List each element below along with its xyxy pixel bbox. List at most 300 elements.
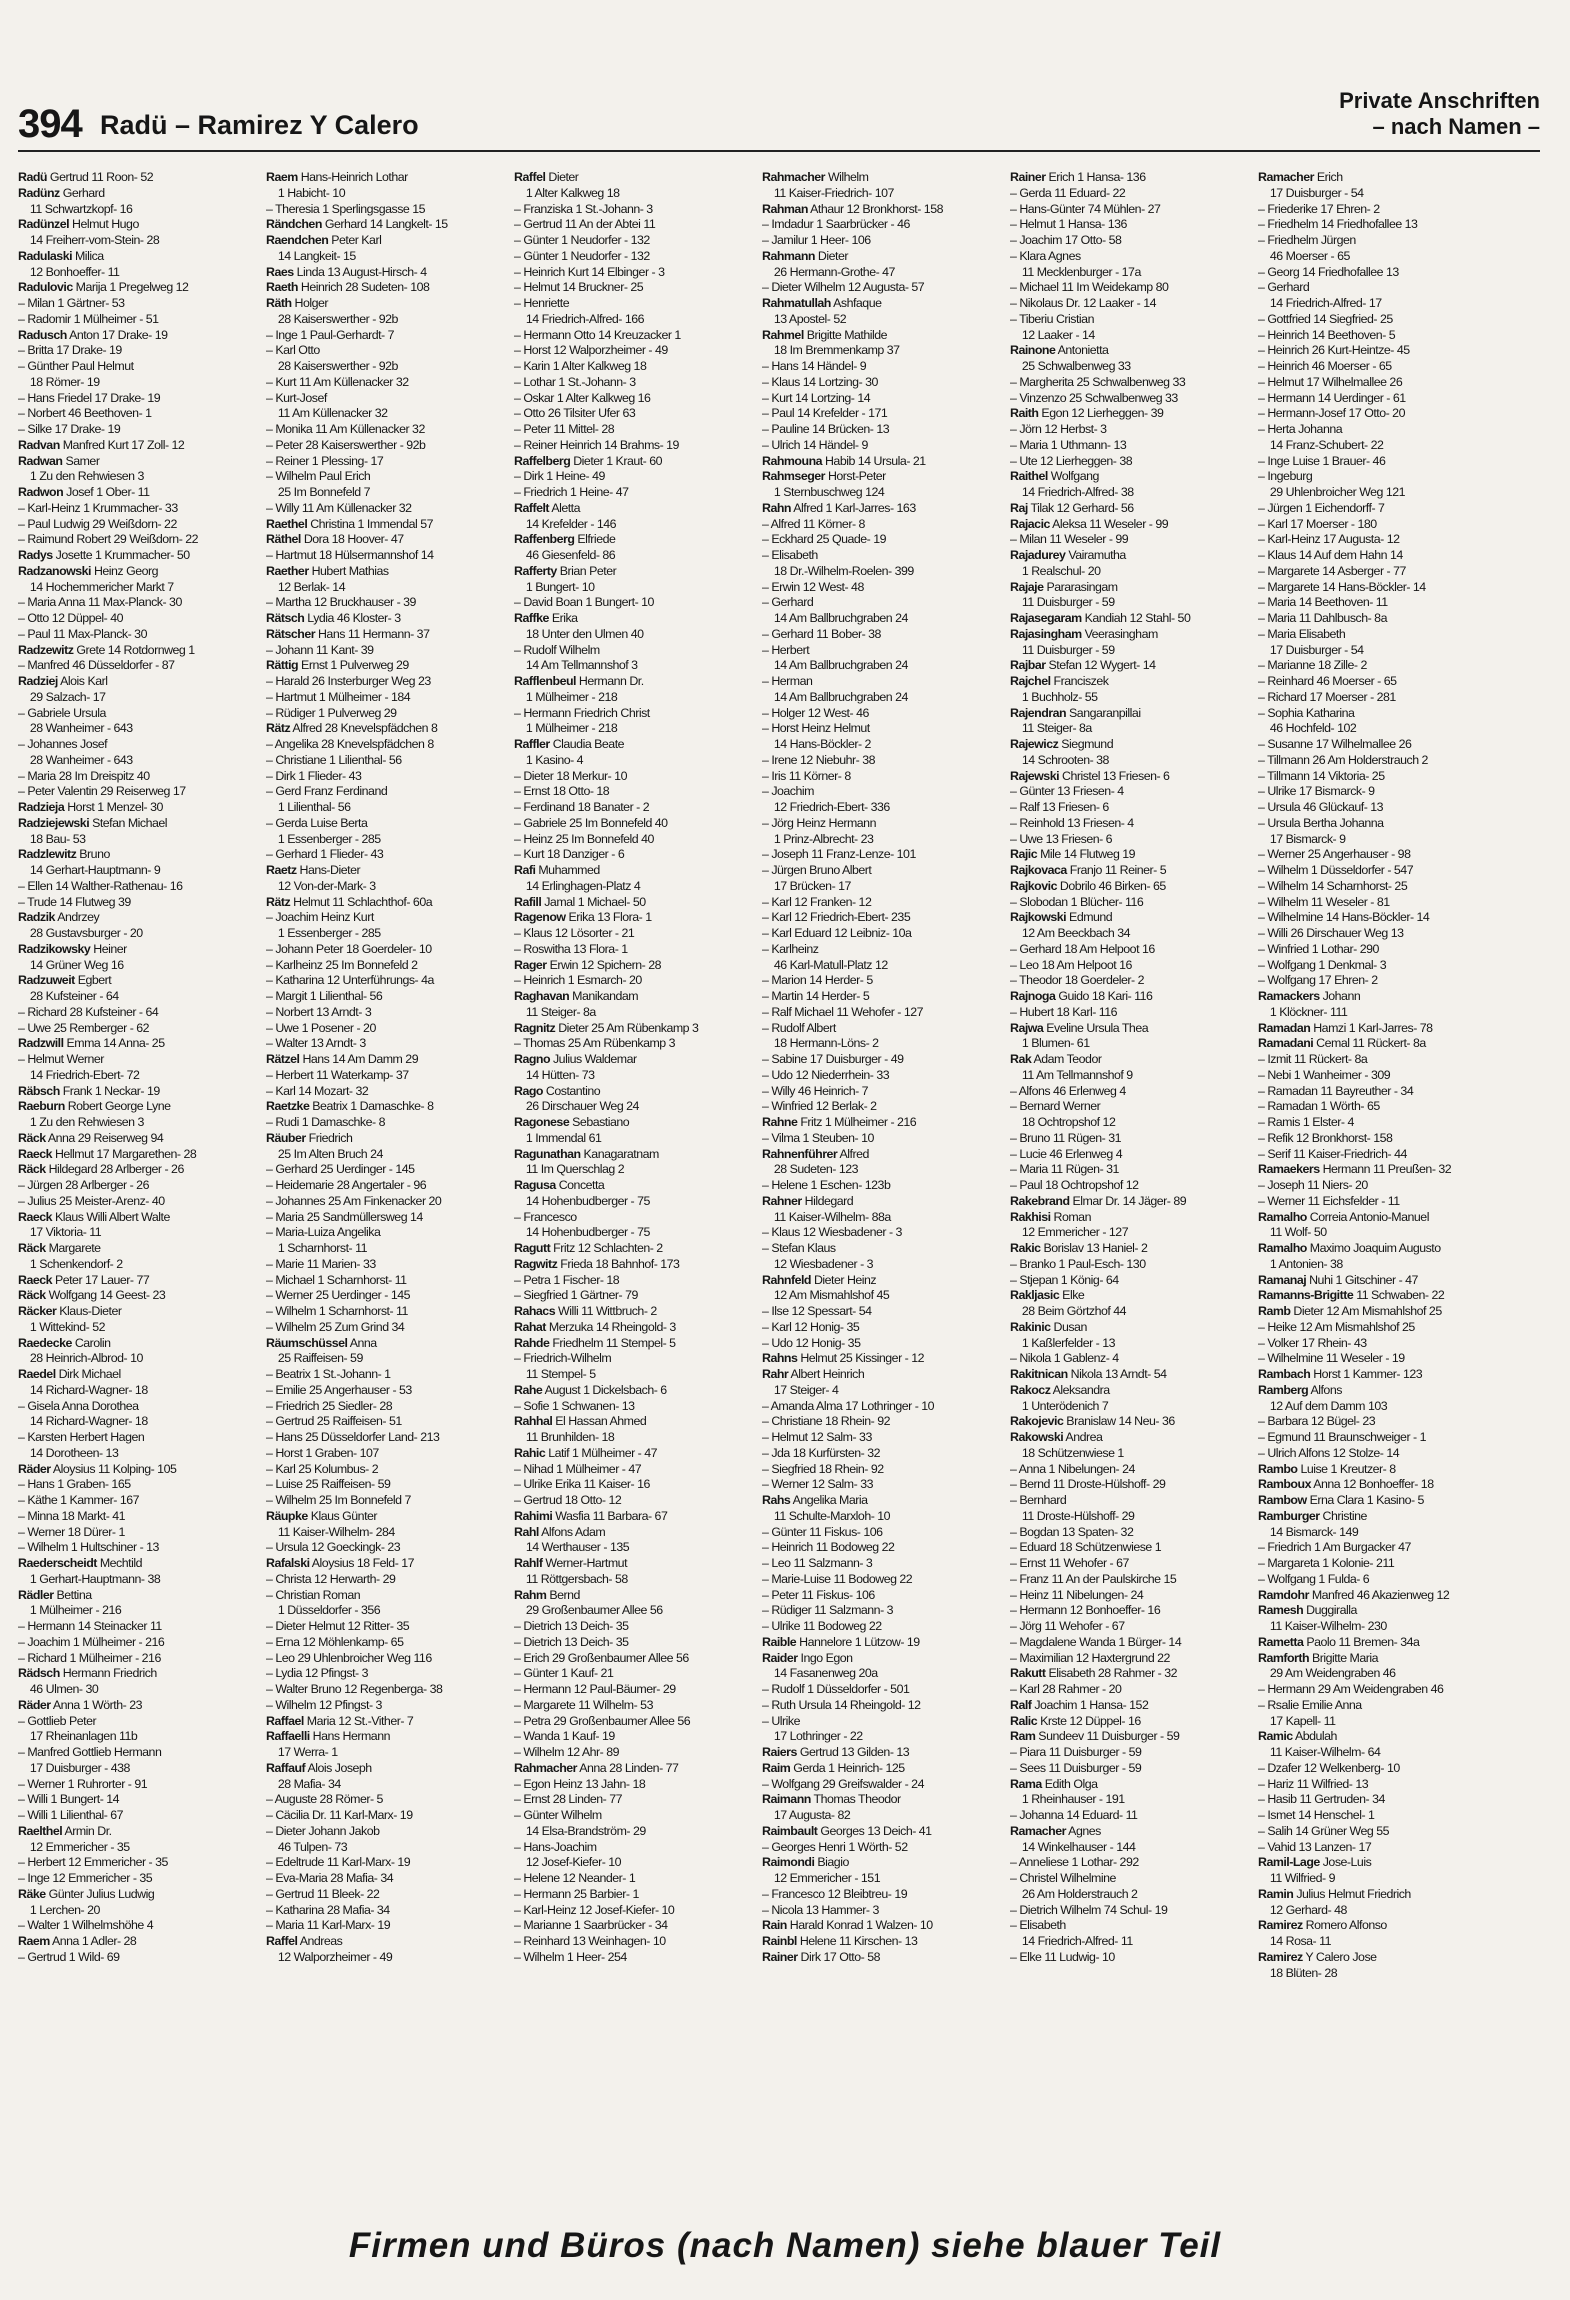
directory-entry: Räumschüssel Anna (266, 1335, 377, 1350)
directory-entry: – Jamilur 1 Heer- 106 (762, 233, 871, 247)
directory-entry: Raeth Heinrich 28 Sudeten- 108 (266, 280, 430, 295)
directory-entry: – Rudolf Albert (762, 1020, 836, 1035)
directory-entry: – Wolfgang 17 Ehren- 2 (1258, 973, 1378, 988)
directory-entry: – Stefan Klaus (762, 1241, 836, 1255)
directory-entry: Radzikowsky Heiner (18, 941, 127, 956)
directory-entry: – Ulrich 14 Händel- 9 (762, 437, 868, 452)
directory-entry: – Manfred 46 Düsseldorfer - 87 (18, 658, 175, 673)
directory-entry: Raffenberg Elfriede (514, 532, 616, 547)
directory-entry: Rahr Albert Heinrich (762, 1367, 865, 1381)
directory-entry: 1 Schenkendorf- 2 (18, 1256, 123, 1271)
directory-entry: – Ellen 14 Walther-Rathenau- 16 (18, 878, 183, 893)
directory-entry: – Johannes Josef (18, 737, 108, 751)
directory-entry: – Maria 11 Dahlbusch- 8a (1258, 611, 1387, 625)
directory-entry: Rahimi Wasfia 11 Barbara- 67 (514, 1508, 668, 1523)
directory-entry: Rajic Mile 14 Flutweg 19 (1010, 847, 1136, 862)
directory-entry: – Nebi 1 Wanheimer - 309 (1258, 1067, 1391, 1082)
directory-entry: – Hans 1 Graben- 165 (18, 1477, 131, 1492)
directory-entry: – Johanna 14 Eduard- 11 (1010, 1808, 1138, 1822)
directory-entry: – Paul Ludwig 29 Weißdorn- 22 (18, 516, 177, 531)
directory-entry: – Michael 1 Scharnhorst- 11 (266, 1272, 407, 1287)
directory-entry: 1 Immendal 61 (514, 1130, 602, 1145)
directory-entry: 14 Friedrich-Alfred- 17 (1258, 296, 1382, 310)
directory-entry: Rahmseger Horst-Peter (762, 469, 886, 484)
directory-entry: – Salih 14 Grüner Weg 55 (1258, 1823, 1390, 1838)
directory-entry: – Gertrud 11 An der Abtei 11 (514, 217, 656, 232)
directory-entry: – Raimund Robert 29 Weißdorn- 22 (18, 532, 199, 547)
directory-entry: 11 Kaiser-Wilhelm- 88a (762, 1209, 891, 1224)
directory-entry: – Sees 11 Duisburger - 59 (1010, 1760, 1142, 1775)
directory-entry: – Richard 17 Moerser - 281 (1258, 689, 1396, 704)
directory-entry: Ramadan Hamzi 1 Karl-Jarres- 78 (1258, 1020, 1433, 1035)
directory-entry: – Pauline 14 Brücken- 13 (762, 422, 890, 436)
directory-entry: – Wilhelm 12 Pfingst- 3 (266, 1697, 382, 1712)
section-title (1339, 88, 1540, 140)
directory-entry: – Ernst 28 Linden- 77 (514, 1792, 622, 1807)
directory-entry: 14 Schrooten- 38 (1010, 752, 1109, 767)
directory-entry: – Gerhard (1258, 280, 1310, 295)
directory-entry: Radulaski Milica (18, 248, 104, 263)
directory-entry: Rajewicz Siegmund (1010, 737, 1114, 751)
directory-entry: Ramirez Romero Alfonso (1258, 1918, 1387, 1933)
directory-entry: Radvan Manfred Kurt 17 Zoll- 12 (18, 437, 185, 452)
directory-entry: – Wolfgang 1 Denkmal- 3 (1258, 957, 1387, 972)
directory-entry: – Britta 17 Drake- 19 (18, 343, 122, 358)
directory-entry: – Walter 13 Arndt- 3 (266, 1036, 366, 1051)
directory-entry: Ramburger Christine (1258, 1508, 1367, 1523)
directory-entry: 14 Langkeit- 15 (266, 248, 356, 263)
directory-entry: 46 Tulpen- 73 (266, 1839, 348, 1854)
directory-entry: – Katharina 12 Unterführungs- 4a (266, 973, 434, 988)
directory-entry: Radzanowski Heinz Georg (18, 563, 159, 578)
directory-entry: – Maria 28 Im Dreispitz 40 (18, 768, 150, 783)
directory-entry: – Radomir 1 Mülheimer - 51 (18, 311, 159, 326)
directory-entry: 12 Berlak- 14 (266, 579, 346, 594)
directory-entry: Rambow Erna Clara 1 Kasino- 5 (1258, 1493, 1424, 1507)
directory-entry: 14 Am Tellmannshof 3 (514, 658, 638, 673)
directory-entry: Ramforth Brigitte Maria (1258, 1650, 1379, 1665)
directory-entry: – Branko 1 Paul-Esch- 130 (1010, 1256, 1146, 1271)
directory-entry: 12 Von-der-Mark- 3 (266, 878, 376, 893)
directory-entry: 12 Emmericher - 127 (1010, 1225, 1129, 1240)
directory-entry: – Kurt 14 Lortzing- 14 (762, 390, 871, 405)
directory-entry: Rama Edith Olga (1010, 1776, 1098, 1791)
directory-entry: – Barbara 12 Bügel- 23 (1258, 1414, 1376, 1429)
directory-entry: Rago Costantino (514, 1083, 601, 1098)
directory-entry: 18 Blüten- 28 (1258, 1965, 1338, 1980)
directory-entry: 12 Auf dem Damm 103 (1258, 1398, 1388, 1413)
directory-entry: Rahne Fritz 1 Mülheimer - 216 (762, 1115, 917, 1129)
directory-entry: – Maximilian 12 Haxtergrund 22 (1010, 1650, 1170, 1665)
directory-entry: 28 Heinrich-Albrod- 10 (18, 1351, 143, 1366)
directory-entry: 12 Walporzheimer - 49 (266, 1949, 393, 1964)
directory-entry: – Walter 1 Wilhelmshöhe 4 (18, 1918, 154, 1933)
directory-entry: – Gottfried 14 Siegfried- 25 (1258, 311, 1393, 326)
directory-entry: 1 Buchholz- 55 (1010, 689, 1098, 704)
directory-entry: 1 Wittekind- 52 (18, 1319, 106, 1334)
directory-entry: Rajacic Aleksa 11 Weseler - 99 (1010, 516, 1169, 531)
directory-entry: – Marianne 1 Saarbrücker - 34 (514, 1918, 668, 1933)
directory-entry: Ragno Julius Waldemar (514, 1052, 637, 1066)
directory-entry: – Gerhard 11 Bober- 38 (762, 626, 881, 641)
directory-entry: – Rudolf Wilhelm (514, 642, 600, 657)
directory-entry: 18 Im Bremmenkamp 37 (762, 343, 900, 358)
directory-entry: – Friedrich 1 Heine- 47 (514, 485, 629, 499)
directory-entry: Ralf Joachim 1 Hansa- 152 (1010, 1697, 1149, 1712)
directory-entry: Radzlewitz Bruno (18, 847, 110, 862)
directory-entry: – Ilse 12 Spessart- 54 (762, 1304, 872, 1318)
directory-entry: – Wolfgang 1 Fulda- 6 (1258, 1571, 1370, 1586)
directory-entry: – Francesco 12 Bleibtreu- 19 (762, 1886, 908, 1901)
directory-entry: – Emilie 25 Angerhauser - 53 (266, 1382, 412, 1397)
directory-entry: – Ismet 14 Henschel- 1 (1258, 1808, 1375, 1822)
directory-entry: Radzewitz Grete 14 Rotdornweg 1 (18, 642, 195, 657)
directory-entry: Raethel Christina 1 Immendal 57 (266, 516, 434, 531)
directory-entry: – Werner 11 Eichsfelder - 11 (1258, 1193, 1400, 1208)
directory-entry: 12 Am Beeckbach 34 (1010, 926, 1130, 940)
directory-entry: – Leo 18 Am Helpoot 16 (1010, 957, 1132, 972)
directory-entry: 1 Zu den Rehwiesen 3 (18, 469, 144, 484)
directory-entry: 11 Kaiser-Wilhelm- 230 (1258, 1619, 1387, 1633)
directory-entry: – Alfred 11 Körner- 8 (762, 516, 865, 531)
directory-entry: – Vilma 1 Steuben- 10 (762, 1130, 874, 1145)
directory-entry: 12 Laaker - 14 (1010, 327, 1095, 342)
directory-entry: 14 Am Ballbruchgraben 24 (762, 611, 908, 625)
column-1 (18, 170, 259, 2205)
directory-entry: – Heinz 11 Nibelungen- 24 (1010, 1587, 1144, 1602)
directory-entry: 11 Stempel- 5 (514, 1367, 596, 1381)
directory-entry: – Gertrud 25 Raiffeisen- 51 (266, 1414, 402, 1429)
section-title-line2: – nach Namen – (1372, 114, 1540, 139)
header-rule (18, 150, 1540, 152)
directory-entry: – Margareta 1 Kolonie- 211 (1258, 1556, 1395, 1570)
directory-entry: 1 Mülheimer - 216 (18, 1603, 122, 1618)
directory-entry: 14 Elsa-Brandström- 29 (514, 1823, 646, 1838)
directory-entry: – Karl 17 Moerser - 180 (1258, 516, 1377, 531)
directory-entry: Räck Hildegard 28 Arlberger - 26 (18, 1162, 184, 1177)
directory-entry: Raederscheidt Mechtild (18, 1556, 142, 1570)
column-2 (266, 170, 507, 2205)
directory-entry: Rahner Hildegard (762, 1193, 854, 1208)
directory-entry: – Wilhelm 25 Im Bonnefeld 7 (266, 1493, 411, 1507)
directory-entry: – Nikola 1 Gablenz- 4 (1010, 1351, 1119, 1366)
directory-columns (18, 170, 1538, 2205)
directory-entry: – Helmut 1 Hansa- 136 (1010, 217, 1127, 232)
directory-entry: – Wanda 1 Kauf- 19 (514, 1729, 615, 1744)
directory-entry: – Hariz 11 Wilfried- 13 (1258, 1776, 1369, 1791)
directory-entry: – Monika 11 Am Küllenacker 32 (266, 422, 425, 436)
directory-entry: Raiers Gertrud 13 Gilden- 13 (762, 1745, 910, 1759)
directory-entry: – Herbert (762, 642, 810, 657)
directory-entry: Raffelt Aletta (514, 500, 581, 515)
directory-entry: Rahat Merzuka 14 Rheingold- 3 (514, 1319, 676, 1334)
directory-entry: Rahns Helmut 25 Kissinger - 12 (762, 1351, 924, 1366)
directory-entry: 1 Realschul- 20 (1010, 563, 1101, 578)
directory-entry: – Elisabeth (1010, 1918, 1066, 1933)
directory-entry: – Heinz 25 Im Bonnefeld 40 (514, 831, 654, 846)
directory-entry: – Maria 25 Sandmüllersweg 14 (266, 1209, 423, 1224)
directory-entry: – Willi 1 Bungert- 14 (18, 1792, 120, 1807)
directory-entry: 18 Schützenwiese 1 (1010, 1445, 1124, 1460)
directory-entry: – Udo 12 Honig- 35 (762, 1335, 861, 1350)
directory-entry: 11 Duisburger - 59 (1010, 595, 1115, 610)
directory-entry: 14 Erlinghagen-Platz 4 (514, 878, 641, 893)
directory-entry: – Ulrike (762, 1713, 800, 1728)
directory-entry: Rahs Angelika Maria (762, 1493, 868, 1507)
directory-entry: – Karl 14 Mozart- 32 (266, 1083, 369, 1098)
directory-entry: 14 Hohenbudberger - 75 (514, 1193, 650, 1208)
directory-entry: – Uwe 1 Posener - 20 (266, 1020, 376, 1035)
directory-entry: – Friedrich 25 Siedler- 28 (266, 1398, 393, 1413)
directory-entry: 1 Rheinhauser - 191 (1010, 1792, 1125, 1807)
directory-entry: Rahde Friedhelm 11 Stempel- 5 (514, 1335, 676, 1350)
directory-entry: – Dietrich 13 Deich- 35 (514, 1634, 629, 1649)
column-4 (762, 170, 1003, 2205)
directory-entry: Rakitnican Nikola 13 Arndt- 54 (1010, 1367, 1167, 1381)
directory-entry: – Ursula 12 Goeckingk- 23 (266, 1540, 401, 1555)
directory-entry: 25 Im Alten Bruch 24 (266, 1146, 383, 1161)
directory-entry: – Gerhard (762, 595, 814, 610)
directory-entry: 29 Großenbaumer Allee 56 (514, 1603, 663, 1618)
directory-entry: – Hermann 14 Steinacker 11 (18, 1619, 162, 1633)
directory-entry: – Bernhard (1010, 1493, 1067, 1507)
directory-entry: 1 Sternbuschweg 124 (762, 485, 885, 499)
directory-entry: – Bruno 11 Rügen- 31 (1010, 1130, 1122, 1145)
directory-entry: – Christiane 1 Lilienthal- 56 (266, 752, 402, 767)
directory-entry: Rätz Helmut 11 Schlachthof- 60a (266, 894, 433, 909)
directory-entry: Räck Wolfgang 14 Geest- 23 (18, 1288, 166, 1303)
directory-entry: 1 Essenberger - 285 (266, 926, 381, 940)
directory-entry: – Dirk 1 Heine- 49 (514, 469, 605, 484)
directory-entry: – Reiner Heinrich 14 Brahms- 19 (514, 437, 679, 452)
directory-entry: Ramackers Johann (1258, 989, 1361, 1003)
directory-entry: 17 Lothringer - 22 (762, 1729, 863, 1744)
directory-entry: Raetzke Beatrix 1 Damaschke- 8 (266, 1099, 434, 1114)
directory-entry: – Ulrike 17 Bismarck- 9 (1258, 784, 1375, 799)
directory-entry: Ragonese Sebastiano (514, 1115, 630, 1129)
directory-entry: – Werner 1 Ruhrorter - 91 (18, 1776, 148, 1791)
directory-entry: 28 Sudeten- 123 (762, 1162, 859, 1177)
directory-entry: Raendchen Peter Karl (266, 233, 382, 247)
directory-entry: – Helene 12 Neander- 1 (514, 1871, 636, 1885)
directory-entry: – Iris 11 Körner- 8 (762, 768, 851, 783)
directory-entry: 28 Kaiserswerther - 92b (266, 311, 398, 326)
directory-entry: 12 Josef-Kiefer- 10 (514, 1855, 622, 1870)
directory-entry: – Friedhelm 14 Friedhofallee 13 (1258, 217, 1418, 232)
directory-entry: – Piara 11 Duisburger - 59 (1010, 1745, 1142, 1759)
directory-entry: – Karl Eduard 12 Leibniz- 10a (762, 926, 912, 940)
directory-entry: 1 Lerchen- 20 (18, 1902, 100, 1917)
directory-entry: – Gertrud 18 Otto- 12 (514, 1493, 622, 1507)
directory-entry: 26 Hermann-Grothe- 47 (762, 264, 895, 279)
directory-entry: Raffauf Alois Joseph (266, 1760, 372, 1775)
directory-entry: – David Boan 1 Bungert- 10 (514, 595, 654, 610)
directory-entry: 46 Hochfeld- 102 (1258, 721, 1357, 736)
directory-entry: – Bogdan 13 Spaten- 32 (1010, 1524, 1134, 1539)
directory-entry: Ramboux Anna 12 Bonhoeffer- 18 (1258, 1477, 1434, 1492)
directory-entry: Ramin Julius Helmut Friedrich (1258, 1886, 1411, 1901)
directory-entry: – Dietrich 13 Deich- 35 (514, 1619, 629, 1633)
directory-entry: 14 Richard-Wagner- 18 (18, 1414, 148, 1429)
directory-entry: – Inge Luise 1 Brauer- 46 (1258, 453, 1386, 468)
directory-entry: 17 Augusta- 82 (762, 1808, 851, 1822)
directory-entry: Raith Egon 12 Lierheggen- 39 (1010, 406, 1164, 421)
directory-entry: – Dieter Helmut 12 Ritter- 35 (266, 1619, 410, 1633)
directory-entry: Rafflenbeul Hermann Dr. (514, 674, 644, 688)
directory-entry: 25 Im Bonnefeld 7 (266, 485, 370, 499)
directory-entry: – Peter Valentin 29 Reiserweg 17 (18, 784, 186, 799)
directory-entry: 14 Am Ballbruchgraben 24 (762, 658, 908, 673)
directory-entry: Räbsch Frank 1 Neckar- 19 (18, 1083, 160, 1098)
directory-entry: – Gottlieb Peter (18, 1713, 97, 1728)
directory-entry: 1 Blumen- 61 (1010, 1036, 1090, 1051)
directory-entry: 11 Schwartzkopf- 16 (18, 201, 133, 216)
directory-entry: – Serif 11 Kaiser-Friedrich- 44 (1258, 1146, 1407, 1161)
directory-entry: – Dieter 18 Merkur- 10 (514, 768, 627, 783)
directory-entry: 1 Kasino- 4 (514, 752, 584, 767)
directory-entry: – Theresia 1 Sperlingsgasse 15 (266, 201, 426, 216)
directory-entry: 18 Hermann-Löns- 2 (762, 1036, 879, 1051)
directory-entry: Raedecke Carolin (18, 1335, 111, 1350)
directory-entry: – Auguste 28 Römer- 5 (266, 1792, 383, 1807)
directory-entry: – Silke 17 Drake- 19 (18, 422, 121, 436)
directory-entry: – Heinrich 14 Beethoven- 5 (1258, 327, 1396, 342)
directory-entry: 12 Gerhard- 48 (1258, 1902, 1347, 1917)
directory-entry: 14 Friedrich-Alfred- 38 (1010, 485, 1134, 499)
directory-entry: – Walter Bruno 12 Regenberga- 38 (266, 1682, 443, 1696)
directory-entry: Radulovic Marija 1 Pregelweg 12 (18, 280, 189, 295)
directory-entry: Rahic Latif 1 Mülheimer - 47 (514, 1445, 658, 1460)
directory-entry: – Karsten Herbert Hagen (18, 1430, 145, 1444)
directory-entry: Radü Gertrud 11 Roon- 52 (18, 170, 154, 184)
directory-entry: – Kurt 11 Am Küllenacker 32 (266, 374, 409, 389)
directory-entry: – Kurt 18 Danziger - 6 (514, 847, 625, 862)
directory-entry: Raghavan Manikandam (514, 989, 639, 1003)
directory-entry: Radünzel Helmut Hugo (18, 217, 139, 232)
directory-entry: Rädler Bettina (18, 1587, 92, 1602)
directory-entry: – Hubert 18 Karl- 116 (1010, 1004, 1118, 1019)
directory-entry: – Stjepan 1 König- 64 (1010, 1272, 1119, 1287)
directory-entry: Ramb Dieter 12 Am Mismahlshof 25 (1258, 1304, 1442, 1318)
directory-entry: – Erich 29 Großenbaumer Allee 56 (514, 1650, 689, 1665)
directory-entry: – Friedrich-Wilhelm (514, 1351, 612, 1366)
directory-entry: Raffler Claudia Beate (514, 737, 625, 751)
directory-entry: Rajendran Sangaranpillai (1010, 705, 1141, 720)
directory-entry: Rättig Ernst 1 Pulverweg 29 (266, 658, 409, 673)
directory-entry: Raffael Maria 12 St.-Vither- 7 (266, 1713, 414, 1728)
directory-entry: – Paul 18 Ochtropshof 12 (1010, 1178, 1139, 1192)
directory-entry: – Maria 1 Uthmann- 13 (1010, 437, 1127, 452)
directory-entry: 11 Droste-Hülshoff- 29 (1010, 1508, 1135, 1523)
directory-entry: – Kurt-Josef (266, 390, 327, 405)
directory-entry: – Milan 11 Weseler - 99 (1010, 532, 1129, 547)
directory-entry: 11 Schulte-Marxloh- 10 (762, 1508, 891, 1523)
directory-entry: 11 Am Küllenacker 32 (266, 406, 388, 421)
directory-entry: 17 Rheinanlagen 11b (18, 1729, 138, 1744)
directory-entry: Ramacher Erich (1258, 170, 1343, 184)
directory-entry: Raffaelli Hans Hermann (266, 1729, 390, 1744)
directory-entry: – Ulrike 11 Bodoweg 22 (762, 1619, 882, 1633)
directory-entry: – Rsalie Emilie Anna (1258, 1697, 1362, 1712)
directory-entry: Rahm Bernd (514, 1587, 580, 1602)
directory-entry: Rakutt Elisabeth 28 Rahmer - 32 (1010, 1666, 1178, 1681)
directory-entry: Raimbault Georges 13 Deich- 41 (762, 1823, 932, 1838)
directory-entry: – Klara Agnes (1010, 248, 1081, 263)
directory-entry: – Karl-Heinz 17 Augusta- 12 (1258, 532, 1400, 547)
directory-entry: – Ulrike Erika 11 Kaiser- 16 (514, 1477, 650, 1492)
directory-entry: Ramberg Alfons (1258, 1382, 1342, 1397)
directory-entry: Ramacher Agnes (1010, 1823, 1101, 1838)
directory-entry: – Johannes 25 Am Finkenacker 20 (266, 1193, 442, 1208)
directory-entry: Raimann Thomas Theodor (762, 1792, 901, 1807)
directory-entry: – Ramadan 11 Bayreuther - 34 (1258, 1083, 1414, 1098)
directory-entry: 11 Im Querschlag 2 (514, 1162, 625, 1177)
directory-entry: 11 Kaiser-Wilhelm- 64 (1258, 1745, 1381, 1759)
directory-entry: 1 Düsseldorfer - 356 (266, 1603, 381, 1618)
directory-entry: 12 Wiesbadener - 3 (762, 1256, 874, 1271)
directory-entry: 17 Kapell- 11 (1258, 1713, 1336, 1728)
directory-entry: Räth Holger (266, 296, 328, 310)
directory-entry: – Günter Wilhelm (514, 1808, 602, 1822)
directory-entry: Räcker Klaus-Dieter (18, 1304, 122, 1318)
directory-entry: – Franz 11 An der Paulskirche 15 (1010, 1571, 1177, 1586)
directory-entry: Radzuweit Egbert (18, 973, 112, 988)
directory-entry: – Jürgen Bruno Albert (762, 863, 872, 877)
directory-entry: – Hans-Günter 74 Mühlen- 27 (1010, 201, 1161, 216)
directory-entry: Rakojevic Branislaw 14 Neu- 36 (1010, 1414, 1175, 1429)
column-5 (1010, 170, 1251, 2205)
directory-entry: – Gertrud 11 Bleek- 22 (266, 1886, 380, 1901)
directory-entry: – Rudolf 1 Düsseldorfer - 501 (762, 1682, 910, 1696)
page-header (18, 88, 1540, 148)
directory-entry: – Maria Elisabeth (1258, 626, 1346, 641)
directory-entry: – Maria 11 Rügen- 31 (1010, 1162, 1119, 1177)
directory-entry: – Dietrich Wilhelm 74 Schul- 19 (1010, 1902, 1168, 1917)
directory-entry: – Hans 14 Händel- 9 (762, 359, 867, 373)
directory-entry: Ramil-Lage Jose-Luis (1258, 1855, 1372, 1870)
directory-entry: Rafill Jamal 1 Michael- 50 (514, 894, 646, 909)
directory-entry: 14 Hütten- 73 (514, 1067, 595, 1082)
footer-note: Firmen und Büros (nach Namen) siehe blauer Teil (348, 2226, 1222, 2265)
directory-entry: – Heinrich Kurt 14 Elbinger - 3 (514, 264, 665, 279)
directory-entry: 1 Prinz-Albrecht- 23 (762, 831, 874, 846)
directory-entry: Raim Gerda 1 Heinrich- 125 (762, 1760, 905, 1775)
directory-entry: – Günther Paul Helmut (18, 359, 134, 373)
directory-entry: – Margarete 14 Hans-Böckler- 14 (1258, 579, 1426, 594)
directory-entry: – Gerhard 1 Flieder- 43 (266, 847, 384, 862)
directory-entry: – Jörn 12 Herbst- 3 (1010, 422, 1107, 436)
directory-entry: – Günter 11 Fiskus- 106 (762, 1524, 883, 1539)
directory-entry: – Heidemarie 28 Angertaler - 96 (266, 1178, 427, 1192)
directory-entry: Ragusa Concetta (514, 1178, 605, 1192)
directory-entry: Rambo Luise 1 Kreutzer- 8 (1258, 1461, 1396, 1476)
directory-entry: 26 Dirschauer Weg 24 (514, 1099, 639, 1114)
directory-entry: 12 Emmericher - 151 (762, 1871, 881, 1885)
directory-entry: Ragwitz Frieda 18 Bahnhof- 173 (514, 1256, 680, 1271)
directory-entry: – Marie-Luise 11 Bodoweg 22 (762, 1571, 913, 1586)
directory-entry: – Hasib 11 Gertruden- 34 (1258, 1792, 1385, 1807)
directory-entry: Rajadurey Vairamutha (1010, 548, 1126, 562)
directory-entry: Raeburn Robert George Lyne (18, 1099, 171, 1114)
directory-entry: – Udo 12 Niederrhein- 33 (762, 1067, 890, 1082)
directory-entry: – Leo 11 Salzmann- 3 (762, 1556, 873, 1570)
directory-entry: Rajasegaram Kandiah 12 Stahl- 50 (1010, 611, 1191, 625)
directory-entry: Räupke Klaus Günter (266, 1508, 378, 1523)
directory-entry: 14 Am Ballbruchgraben 24 (762, 689, 908, 704)
directory-entry: 18 Bau- 53 (18, 831, 86, 846)
directory-entry: – Gertrud 1 Wild- 69 (18, 1949, 120, 1964)
directory-entry: – Günter 1 Kauf- 21 (514, 1666, 614, 1681)
